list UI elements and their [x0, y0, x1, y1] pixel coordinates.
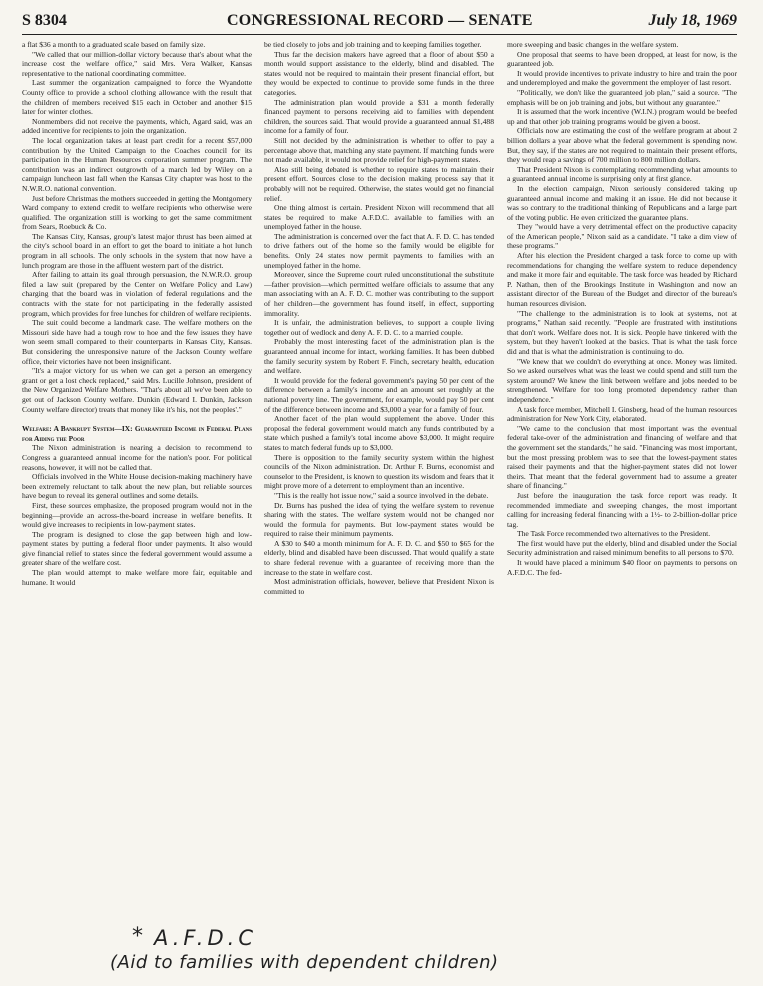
paragraph: The first would have put the elderly, blind and disabled under the Social Security administration and raised minimum benefits to all persons to $70. [507, 538, 737, 558]
paragraph: One thing almost is certain. President Nixon will recommend that all states be required to make A.F.D.C. available to families with an unemployed father in the house. [264, 203, 494, 232]
paragraph: "We knew that we couldn't do everything at once. Money was limited. So we asked ourselves what was the least we could spend and still turn the system around? We knew the link between welfare and jobs needed to be strengthened. Welfare for too long promoted dependency rather than independence." [507, 356, 737, 404]
paragraph: The local organization takes at least part credit for a recent $57,000 contribution by the United Campaign to the Coaches council for its participation in the Human Resources corporation summer program. The contribution was an indirect outgrowth of a march led by Wiley on a campaign luncheon last fall when the Kansas City chapter was host to the N.W.R.O. national convention. [22, 135, 252, 193]
paragraph: The administration is concerned over the fact that A. F. D. C. has tended to drive fathers out of the home so the family would be eligible for benefits. Only 24 states now permit payments to families with an unemployed father in the home. [264, 231, 494, 270]
paragraph: Another facet of the plan would supplement the above. Under this proposal the federal government would match any funds contributed by a state which pushed a family's total income above $3,000. It might require states to match federal funds up to $3,000. [264, 414, 494, 452]
paragraph: A $30 to $40 a month minimum for A. F. D. C. and $50 to $65 for the elderly, blind and disabled have been discussed. That would qualify a state to share federal revenue with a guarantee of receiving more than the increase to the state in welfare cost. [264, 538, 494, 577]
record-date: July 18, 1969 [648, 12, 737, 29]
paragraph: "It's a major victory for us when we can get a person an emergency grant or get a lost check replaced," said Mrs. Lucille Johnson, president of the New Organized Welfare Mothers. "That's about all we've been able to get out of Jackson County welfare. Dunkin (Edward I. Dunkin, Jackson County welfare director) treats that money like it's his, not the peoples'." [22, 366, 252, 414]
asterisk-mark: * [132, 924, 143, 949]
paragraph: "We came to the conclusion that most important was the eventual federal take-over of the administration and financing of welfare and that the government set the standards," he said. "Financing was most important, but the most pressing problem was to see that the lowest-payment states raised their payments and that the higher-payment states did not lower theirs. That meant that the federal government had to assume a greater share of financing." [507, 423, 737, 491]
paragraph: Nonmembers did not receive the payments, which, Agard said, was an added incentive for recipients to join the organization. [22, 116, 252, 136]
paragraph: "Politically, we don't like the guaranteed job plan," said a source. "The emphasis will be on job training and jobs, but without any guarantee." [507, 87, 737, 107]
paragraph: Just before Christmas the mothers succeeded in getting the Montgomery Ward company to extend credit to welfare recipients who otherwise were qualified. The organization still is working to get the same commitment from Sears, Roebuck & Co. [22, 193, 252, 232]
paragraph: In the election campaign, Nixon seriously considered taking up guaranteed annual income and making it an issue. He did not because it was so contrary to the traditional thinking of Republicans and a large part of the voting public. He even criticized the guarantee plans. [507, 183, 737, 222]
column-2 [264, 40, 494, 930]
page-header [22, 10, 737, 35]
paragraph: The Kansas City, Kansas, group's latest major thrust has been aimed at the city's school board in an effort to get the board to initiate a hot lunch program in all schools. The only schools in the system that now have a lunch program are those in the affluent western part of the district. [22, 231, 252, 270]
paragraph: Also still being debated is whether to require states to maintain their present effort. Sources close to the decision making process say that it probably will not be required. Otherwise, the states would get no financial relief. [264, 164, 494, 203]
page-number: S 8304 [22, 12, 67, 29]
paragraph: First, these sources emphasize, the proposed program would not in the beginning—provide an across-the-board increase in welfare benefits. It would give increases to recipients in low-payment states. [22, 500, 252, 530]
paragraph: Officials now are estimating the cost of the welfare program at about 2 billion dollars a year above what the federal government is spending now. But, they say, if the states are not required to maintain their present efforts, they would reap a savings of 700 million to 800 million dollars. [507, 126, 737, 165]
paragraph: Dr. Burns has pushed the idea of tying the welfare system to revenue sharing with the states. The welfare system would not be changed nor would the formula for payments. But low-payment states would be required to raise their minimum payments. [264, 500, 494, 539]
paragraph: The Nixon administration is nearing a decision to recommend to Congress a guaranteed annual income for the nation's poor. For political reasons, however, it will not be called that. [22, 443, 252, 472]
record-title: CONGRESSIONAL RECORD — SENATE [227, 12, 533, 29]
paragraph: Most administration officials, however, believe that President Nixon is committed to [264, 577, 494, 596]
paragraph: be tied closely to jobs and job training and to keeping families together. [264, 40, 482, 49]
paragraph: Probably the most interesting facet of the administration plan is the guaranteed annual income for intact, working families. It has been dubbed the family security system by Robert F. Finch, secretary health, education and welfare. [264, 337, 494, 376]
paragraph: The plan would attempt to make welfare more fair, equitable and humane. It would [22, 568, 252, 587]
paragraph: Moreover, since the Supreme court ruled unconstitutional the substitute—father provision—which permitted welfare officials to assume that any man associating with an A. F. D. C. mother was contributing to the support of her children—the government has found itself, in effect, supporting immorality. [264, 270, 494, 318]
paragraph: a flat $36 a month to a graduated scale based on family size. [22, 40, 206, 49]
paragraph: After failing to attain its goal through persuasion, the N.W.R.O. group filed a law suit (prepared by the Center on Welfare Policy and Law) charging that the board was in violation of federal regulations and the contracts with the state for not participating in the federally assisted program, which provides for free lunches for children of welfare recipients. [22, 270, 252, 318]
paragraph: The program is designed to close the gap between high and low-payment states by putting a federal floor under payments. It also would give financial relief to states since the federal government would assume a greater share of the welfare cost. [22, 529, 252, 568]
article-heading: Welfare: A Bankrupt System—IX: Guaranteed Income in Federal Plans for Aiding the Poor [22, 424, 252, 443]
paragraph: One proposal that seems to have been dropped, at least for now, is the guaranteed job. [507, 49, 737, 69]
paragraph: It would provide for the federal government's paying 50 per cent of the difference between a family's income and an amount set roughly at the national poverty line. The government, for example, would pay 50 per cent of the difference between income and $3,000 a year for a family of four. [264, 375, 494, 414]
paragraph: The suit could become a landmark case. The welfare mothers on the Missouri side have had a tough row to hoe and the few issues they have won seem small compared to their counterparts in Kansas City, Kansas. But considering the unresponsive nature of the Jackson County welfare office, their victories have not been insignificant. [22, 318, 252, 366]
paragraph: Thus far the decision makers have agreed that a floor of about $50 a month would support assistance to the elderly, blind and disabled. The states would not be required to maintain their present financial effort, but they would be expected to continue to provide some funds in the three categories. [264, 49, 494, 97]
annotation-text: (Aid to families with dependent children) [110, 952, 499, 973]
paragraph: The Task Force recommended two alternatives to the President. [517, 529, 711, 539]
paragraph: "The challenge to the administration is to look at systems, not at programs," Nathan said recently. "People are frustrated with institutions that don't work. Welfare does not. It is sick. People have tinkered with the system, but they haven't looked at the basics. That is what the task force did and that is what the administration is continuing to do. [507, 308, 737, 356]
paragraph: It would provide incentives to private industry to hire and train the poor and underemployed and make the government the employer of last resort. [507, 68, 737, 88]
paragraph: A task force member, Mitchell I. Ginsberg, head of the human resources administration for New York City, elaborated. [507, 404, 737, 424]
paragraph: It is unfair, the administration believes, to support a couple living together out of wedlock and deny A. F. D. C. to a married couple. [264, 318, 494, 337]
column-3 [507, 40, 737, 930]
paragraph: It is assumed that the work incentive (W.I.N.) program would be beefed up and that other job training programs would be given a boost. [507, 107, 737, 126]
paragraph: Officials involved in the White House decision-making machinery have been extremely reluctant to talk about the new plan, but reliable sources have begun to reveal its general outlines and some details. [22, 472, 252, 501]
paragraph: Just before the inauguration the task force report was ready. It recommended immediate and sweeping changes, the most important calling for increasing federal financing with a 1½- to 2-billion-dollar price tag. [507, 490, 737, 529]
paragraph: The administration plan would provide a $31 a month federally financed payment to persons receiving aid to families with dependent children, the sources said. That would provide a guaranteed annual $1,488 income for a family of four. [264, 97, 494, 136]
paragraph: "We called that our million-dollar victory because that's about what the increase cost the welfare office," said Mrs. Vera Walker, Kansas representative to the national coordinating committee. [22, 49, 252, 78]
paragraph: There is opposition to the family security system within the highest councils of the Nixon administration. Dr. Arthur F. Burns, economist and counselor to the President, is known to question its wisdom and fears that it might prove more of a deterrent to employment than an incentive. [264, 452, 494, 491]
paragraph: Still not decided by the administration is whether to offer to pay a percentage above that, matching any state payment. If matching funds were not made available, it would not provide relief for high-payment states. [264, 135, 494, 165]
paragraph: "This is the really hot issue now," said a source involved in the debate. [274, 490, 489, 500]
paragraph: That President Nixon is contemplating recommending what amounts to a guaranteed annual income is surprising only at first glance. [507, 164, 737, 184]
paragraph: After his election the President charged a task force to come up with recommendations for changing the welfare system to reduce dependency and make it more fair and equitable. The task force was headed by Richard P. Nathan, then of the Brookings Institute in Washington and now an assistant director of the Bureau of the Budget and director of the bureau's human resources division. [507, 251, 737, 309]
paragraph: It would have placed a minimum $40 floor on payments to persons on A.F.D.C. The fed- [507, 558, 737, 577]
paragraph: They "would have a very detrimental effect on the productive capacity of the American people," Nixon said as a candidate. "I take a dim view of these programs." [507, 222, 737, 251]
annotation-title: A.F.D.C [154, 926, 257, 950]
column-1 [22, 40, 252, 930]
paragraph: more sweeping and basic changes in the welfare system. [507, 40, 679, 49]
paragraph: Last summer the organization campaigned to force the Wyandotte County office to provide a school clothing allowance with the result that the children of members received $15 each in October and another $15 later for winter clothes. [22, 78, 252, 117]
